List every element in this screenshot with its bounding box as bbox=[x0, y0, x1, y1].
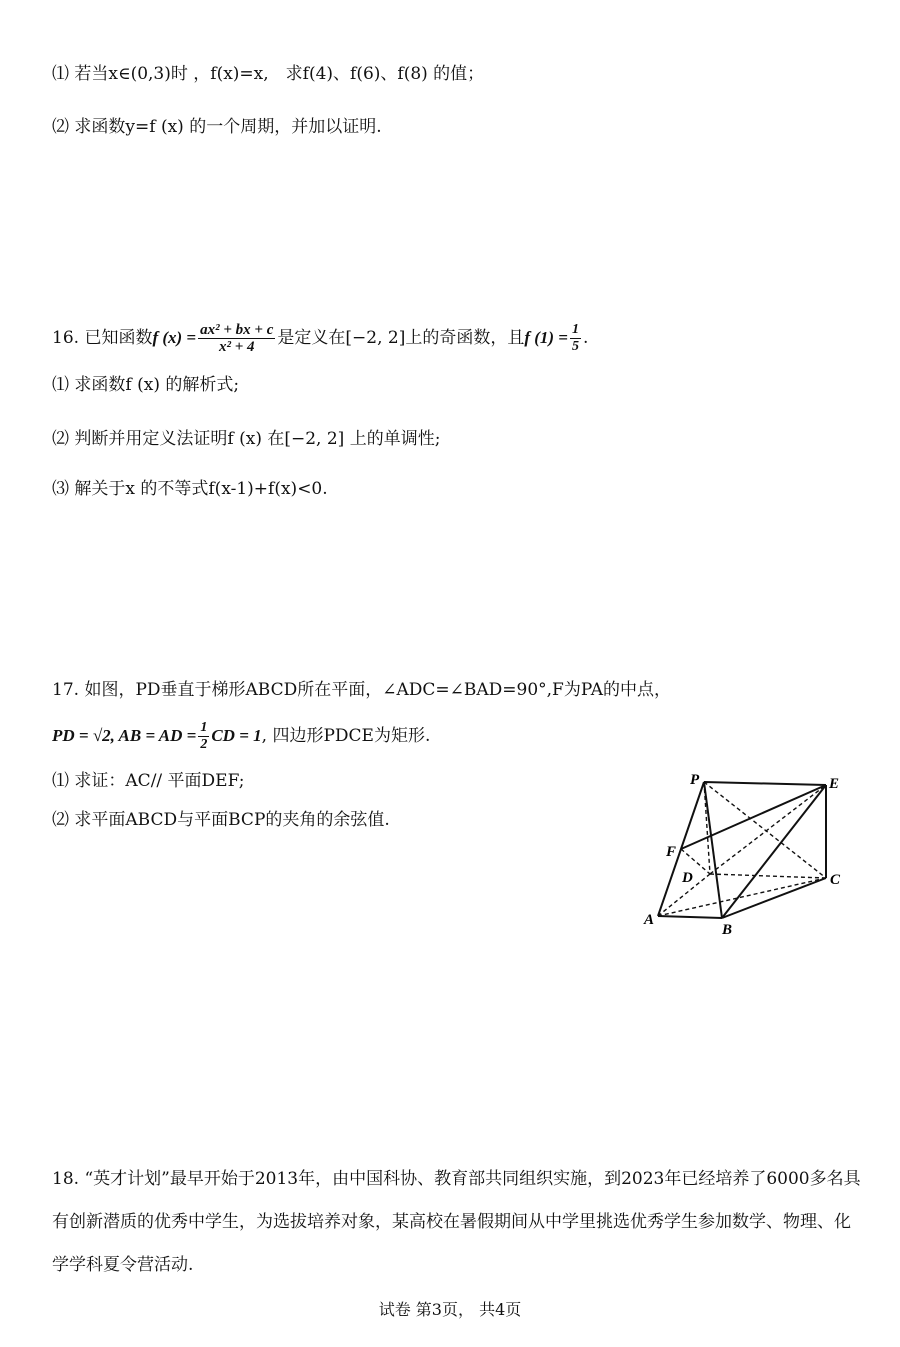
label-B: B bbox=[722, 922, 733, 938]
edge-PE bbox=[704, 782, 826, 785]
q15-part2: ⑵ 求函数y=f (x) 的一个周期，并加以证明. bbox=[52, 117, 382, 137]
q16-f1-fraction bbox=[570, 322, 581, 355]
label-P: P bbox=[690, 772, 700, 788]
edge-FE bbox=[681, 785, 826, 849]
edge-AB bbox=[658, 916, 722, 918]
q16-fraction-denominator: x² + 4 bbox=[218, 339, 255, 355]
q16-f1-lhs: f (1) = bbox=[524, 328, 568, 347]
q16-part3: ⑶ 解关于x 的不等式f(x-1)+f(x)<0. bbox=[52, 479, 328, 499]
q16-fx-lhs: f (x) = bbox=[152, 328, 197, 347]
q18-text: 18. “英才计划”最早开始于2013年，由中国科协、教育部共同组织实施，到2023年已经培养了6000多名具有创新潜质的优秀中学生，为选拔培养对象，某高校在暑假期间从中学里挑选优秀学生参加数学、物理、化学学科夏令营活动. bbox=[52, 1169, 861, 1275]
label-F: F bbox=[666, 844, 677, 860]
q15-part1: ⑴ 若当x∈(0,3)时 ，f(x)=x, 求f(4)、f(6)、f(8) 的值； bbox=[52, 64, 485, 84]
q17-half-fraction bbox=[198, 720, 209, 753]
q17-part1: ⑴ 求证：AC// 平面DEF; bbox=[52, 771, 245, 791]
q16-fraction-numerator: ax² + bx + c bbox=[200, 322, 274, 338]
q17-half-numerator: 1 bbox=[200, 720, 208, 735]
q17-cond-prefix: PD = √2, AB = AD = bbox=[52, 726, 197, 745]
label-A: A bbox=[644, 912, 655, 928]
q17-condition bbox=[52, 716, 430, 756]
q16-fraction bbox=[198, 322, 275, 355]
q17-half-denominator: 2 bbox=[200, 737, 208, 752]
label-D: D bbox=[682, 870, 693, 886]
q16-f1-denominator: 5 bbox=[572, 339, 579, 354]
label-E: E bbox=[829, 776, 840, 792]
geometry-figure bbox=[638, 766, 858, 941]
q16-part2: ⑵ 判断并用定义法证明f (x) 在[−2, 2] 上的单调性; bbox=[52, 429, 441, 449]
q16-part1: ⑴ 求函数f (x) 的解析式; bbox=[52, 375, 240, 395]
edge-DC bbox=[710, 874, 826, 878]
q17-cond-tail: , 四边形PDCE为矩形. bbox=[261, 726, 431, 746]
q16-end: . bbox=[583, 328, 589, 348]
q16-lead: 16. 已知函数 bbox=[52, 328, 153, 348]
label-C: C bbox=[830, 872, 841, 888]
q17-line1: 17. 如图，PD垂直于梯形ABCD所在平面，∠ADC=∠BAD=90°,F为PA的中点， bbox=[52, 680, 672, 700]
q16-mid: 是定义在[−2, 2]上的奇函数，且 bbox=[277, 328, 525, 348]
q17-cond-suffix: CD = 1 bbox=[211, 726, 262, 745]
q16-stem bbox=[52, 318, 588, 358]
edge-PB bbox=[704, 782, 722, 918]
q17-part2: ⑵ 求平面ABCD与平面BCP的夹角的余弦值. bbox=[52, 810, 390, 830]
q16-f1-numerator: 1 bbox=[572, 322, 579, 337]
page-footer: 试卷 第3页， 共4页 bbox=[378, 1300, 522, 1319]
